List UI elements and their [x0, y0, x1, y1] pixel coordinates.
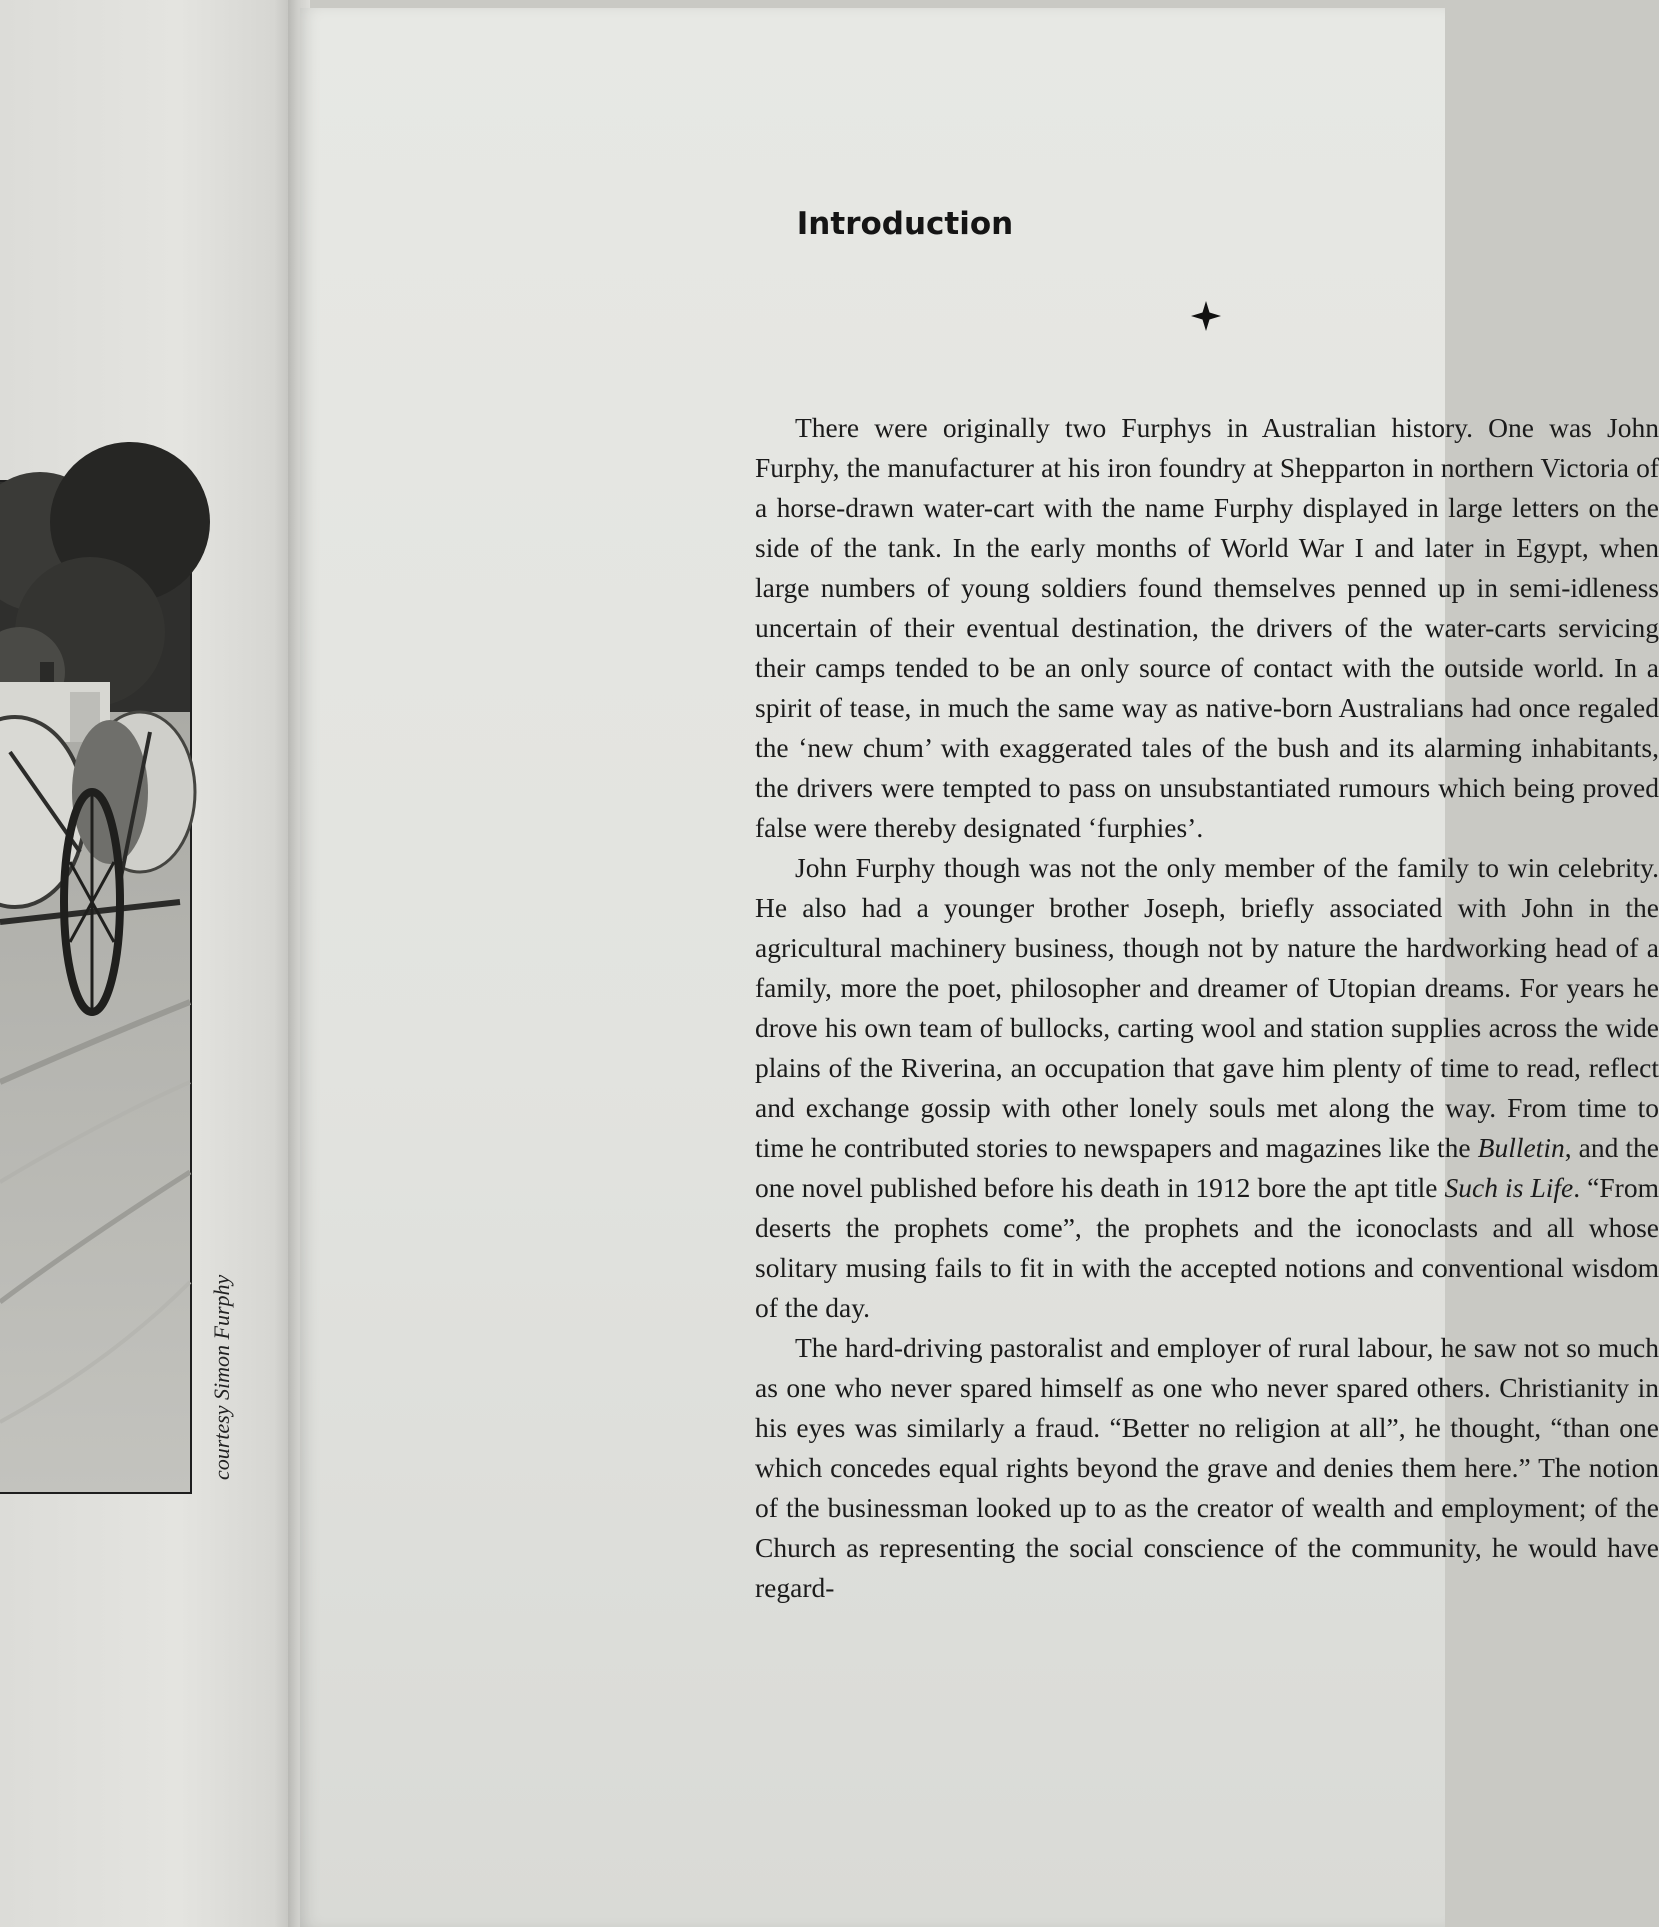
- text-segment: The hard-driving pastoralist and employer of rural labour, he saw not so much as one who never spared himself as one who never spared others. Christianity in his eyes was similarly a fraud. “Better no religion at all”, he thought, “than one which concedes equal rights beyond the grave and denies them here.” The notion of the businessman looked up to as the creator of wealth and employment; of the Church as representing the social conscience of the community, he would have regard-: [755, 1332, 1659, 1603]
- paragraph: [755, 1328, 1659, 1608]
- publication-title: Bulletin: [1477, 1132, 1565, 1163]
- left-page: [0, 0, 298, 1927]
- four-point-star-icon: [1190, 300, 1222, 332]
- photo-credit-caption: courtesy Simon Furphy: [209, 1274, 234, 1480]
- chapter-title: Introduction: [796, 206, 1014, 242]
- text-segment: There were originally two Furphys in Australian history. One was John Furphy, the manufacturer at his iron foundry at Shepparton in northern Victoria of a horse-drawn water-cart with the name Furphy displayed in large letters on the side of the tank. In the early months of World War I and later in Egypt, when large numbers of young soldiers found themselves penned up in semi-idleness uncertain of their eventual destination, the drivers of the water-carts servicing their camps tended to be an only source of contact with the outside world. In a spirit of tease, in much the same way as native-born Australians had once regaled the ‘new chum’ with exaggerated tales of the bush and its alarming inhabitants, the drivers were tempted to pass on unsubstantiated rumours which being proved false were thereby designated ‘furphies’.: [755, 412, 1659, 843]
- text-segment: John Furphy though was not the only member of the family to win celebrity. He also had a younger brother Joseph, briefly associated with John in the agricultural machinery business, though not by nature the hardworking head of a family, more the poet, philosopher and dreamer of Utopian dreams. For years he drove his own team of bullocks, carting wool and station supplies across the wide plains of the Riverina, an occupation that gave him plenty of time to read, reflect and exchange gossip with other lonely souls met along the way. From time to time he contributed stories to newspapers and magazines like the: [755, 852, 1659, 1163]
- body-text: [755, 408, 1659, 1608]
- text-segment: , and the one novel published before his death in 1912 bore the apt title: [755, 1132, 1659, 1203]
- text-segment: . “From deserts the prophets come”, the prophets and the iconoclasts and all whose solitary musing fails to fit in with the accepted notions and conventional wisdom of the day.: [755, 1172, 1659, 1323]
- novel-title: Such is Life: [1444, 1172, 1574, 1203]
- paragraph: [755, 848, 1659, 1328]
- photo-illustration: [0, 482, 190, 1492]
- right-page: [300, 8, 1659, 1927]
- paragraph: [755, 408, 1659, 848]
- water-cart-photograph: [0, 480, 192, 1494]
